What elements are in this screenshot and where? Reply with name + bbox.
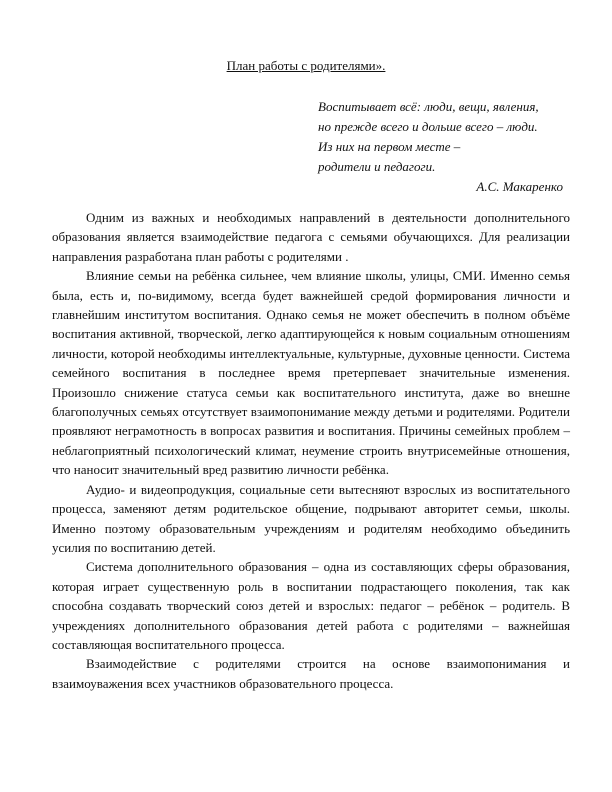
epigraph <box>318 97 563 197</box>
paragraph: Система дополнительного образования – одна из составляющих сферы образования, которая играет существенную роль в воспитании подрастающего поколения, так как способна создавать творческий союз детей и взрослых: педагог – ребёнок – родитель. В учреждениях дополнительного образования детей работа с родителями – важнейшая составляющая воспитательного процесса. <box>52 559 570 652</box>
body-text <box>52 208 570 693</box>
paragraph: Аудио- и видеопродукция, социальные сети вытесняют взрослых из воспитательного процесса, заменяют детям родительское общение, подрывают авторитет семьи, школы. Именно поэтому образовательным учреждениям и родителям необходимо объединить усилия по воспитанию детей. <box>52 481 570 555</box>
paragraph: Влияние семьи на ребёнка сильнее, чем влияние школы, улицы, СМИ. Именно семья была, есть и, по-видимому, всегда будет важнейшей средой формирования личности и главнейшим институтом воспитания. Однако семья не может обеспечить в полном объёме воспитания активной, творческой, легко адаптирующейся к новым социальным отношениям личности, которой необходимы интеллектуальные, культурные, духовные ценности. Система семейного воспитания в последнее время претерпевает значительные изменения. Произошло снижение статуса семьи как воспитательного института, даже во внешне благополучных семьях отсутствует взаимопонимание между детьми и родителями. Родители проявляют неграмотность в вопросах развития и воспитания. Причины семейных проблем – неблагоприятный психологический климат, неумение строить внутрисемейные отношения, что наносит значительный вред развитию личности ребёнка. <box>52 268 570 478</box>
page-title: План работы с родителями». <box>226 58 386 73</box>
epigraph-line: но прежде всего и дольше всего – люди. <box>318 119 538 134</box>
paragraph: Одним из важных и необходимых направлений в деятельности дополнительного образования является взаимодействие педагога с семьями обучающихся. Для реализации направления разработана план работы с родителями . <box>52 210 570 264</box>
epigraph-line: Из них на первом месте – <box>318 139 461 154</box>
epigraph-line: родители и педагоги. <box>318 159 436 174</box>
paragraph: Взаимодействие с родителями строится на основе взаимопонимания и взаимоуважения всех участников образовательного процесса. <box>52 656 570 691</box>
epigraph-line: Воспитывает всё: люди, вещи, явления, <box>318 99 539 114</box>
epigraph-author: А.С. Макаренко <box>476 179 563 194</box>
